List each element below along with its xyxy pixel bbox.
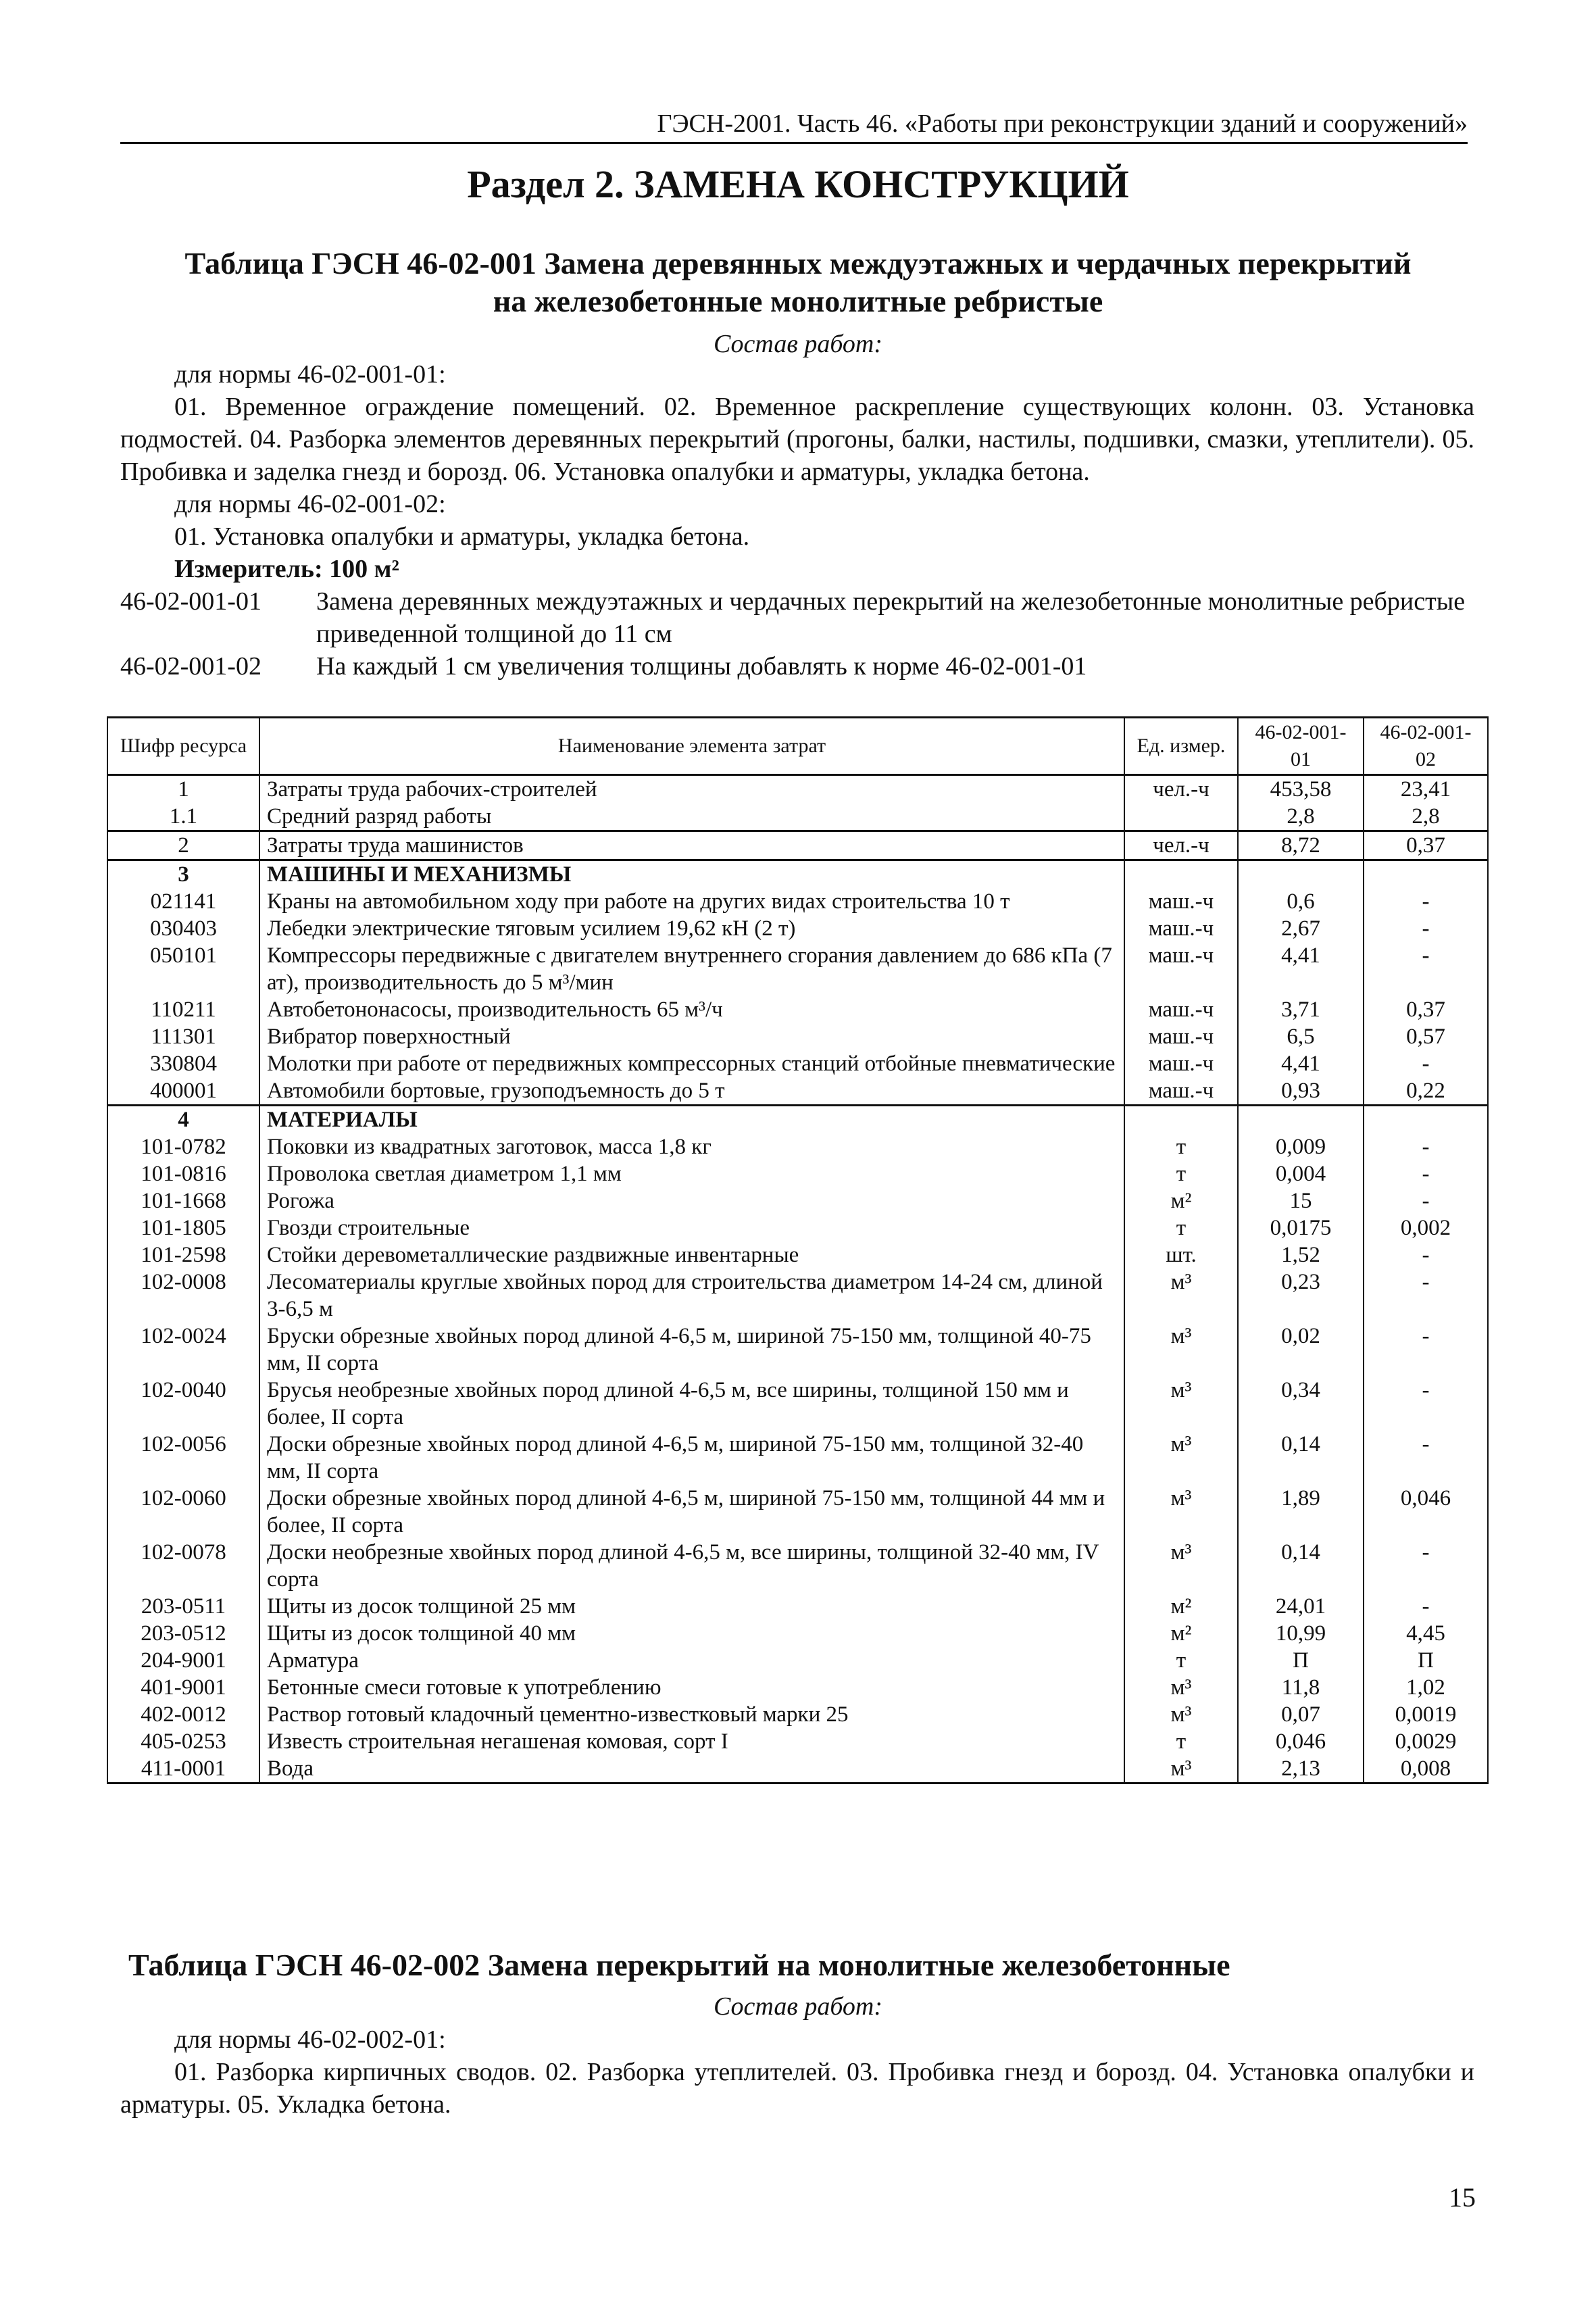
norm-code: 46-02-001-02 xyxy=(120,652,261,681)
norm2-value-cell: - xyxy=(1364,1133,1488,1160)
norm2-value-cell xyxy=(1364,860,1488,889)
resource-name-cell: Брусья необрезные хвойных пород длиной 4-6,5 м, все ширины, толщиной 150 мм и более, II сорта xyxy=(259,1377,1124,1431)
norm1-value-cell: 0,93 xyxy=(1238,1077,1364,1106)
unit-cell: маш.-ч xyxy=(1124,1023,1238,1050)
resource-name-cell: Компрессоры передвижные с двигателем внутреннего сгорания давлением до 686 кПа (7 ат), производительность до 5 м³/мин xyxy=(259,942,1124,996)
norm2-value-cell: 23,41 xyxy=(1364,775,1488,804)
resource-name-cell: Молотки при работе от передвижных компрессорных станций отбойные пневматические xyxy=(259,1050,1124,1077)
table-row xyxy=(107,775,1488,804)
table-row xyxy=(107,1241,1488,1269)
resource-code-cell: 1 xyxy=(107,775,259,804)
norm1-value-cell: 0,07 xyxy=(1238,1701,1364,1728)
unit-cell: м² xyxy=(1124,1620,1238,1647)
unit-cell: м² xyxy=(1124,1187,1238,1214)
table-row xyxy=(107,1755,1488,1783)
resource-name-cell: Известь строительная негашеная комовая, сорт I xyxy=(259,1728,1124,1755)
measure-unit: Измеритель: 100 м² xyxy=(174,555,399,583)
table-group-row xyxy=(107,1106,1488,1134)
table-row xyxy=(107,831,1488,860)
resource-code-cell: 021141 xyxy=(107,888,259,915)
norm1-value-cell xyxy=(1238,860,1364,889)
norm2-value-cell: - xyxy=(1364,942,1488,996)
norm1-text: 01. Временное ограждение помещений. 02. Временное раскрепление существующих колонн. 03. Установка подмостей. 04. Разборка элементов деревянных перекрытий (прогоны, балки, настилы, подшивки, смазки, утеплители). 05. Пробивка и заделка гнезд и борозд. 06. Установка опалубки и арматуры, укладка бетона. xyxy=(120,393,1474,486)
table-row xyxy=(107,1431,1488,1485)
norm2-value-cell: - xyxy=(1364,1377,1488,1431)
resource-code-cell: 203-0512 xyxy=(107,1620,259,1647)
resource-code-cell: 411-0001 xyxy=(107,1755,259,1783)
resource-name-cell: Стойки деревометаллические раздвижные инвентарные xyxy=(259,1241,1124,1269)
norm2-value-cell: 0,37 xyxy=(1364,996,1488,1023)
unit-cell: т xyxy=(1124,1160,1238,1187)
unit-cell: маш.-ч xyxy=(1124,888,1238,915)
table-row xyxy=(107,1133,1488,1160)
resource-name-cell: Краны на автомобильном ходу при работе на других видах строительства 10 т xyxy=(259,888,1124,915)
section-title: Раздел 2. ЗАМЕНА КОНСТРУКЦИЙ xyxy=(467,162,1129,206)
norm1-value-cell: 2,67 xyxy=(1238,915,1364,942)
resource-name-cell: Щиты из досок толщиной 40 мм xyxy=(259,1620,1124,1647)
table-row xyxy=(107,1269,1488,1323)
resource-name-cell: Затраты труда рабочих-строителей xyxy=(259,775,1124,804)
page-number: 15 xyxy=(1449,2182,1476,2213)
norm1-value-cell: 0,23 xyxy=(1238,1269,1364,1323)
column-header-name: Наименование элемента затрат xyxy=(259,718,1124,775)
norm2-value-cell: - xyxy=(1364,915,1488,942)
resource-code-cell: 110211 xyxy=(107,996,259,1023)
unit-cell: т xyxy=(1124,1214,1238,1241)
table1-work-composition xyxy=(120,358,1474,683)
table-group-row xyxy=(107,860,1488,889)
resource-name-cell: МАШИНЫ И МЕХАНИЗМЫ xyxy=(259,860,1124,889)
column-header-norm1: 46-02-001-01 xyxy=(1238,718,1364,775)
table1-title xyxy=(120,245,1476,320)
norm2-value-cell: - xyxy=(1364,1269,1488,1323)
resource-code-cell: 1.1 xyxy=(107,803,259,831)
column-header-norm2: 46-02-001-02 xyxy=(1364,718,1488,775)
resource-name-cell: Доски обрезные хвойных пород длиной 4-6,5 м, шириной 75-150 мм, толщиной 44 мм и более, II сорта xyxy=(259,1485,1124,1539)
table1-title-line2: на железобетонные монолитные ребристые xyxy=(493,284,1103,318)
unit-cell xyxy=(1124,860,1238,889)
resource-code-cell: 102-0024 xyxy=(107,1323,259,1377)
table1-work-caption: Состав работ: xyxy=(713,330,883,358)
table-row xyxy=(107,1050,1488,1077)
norm2-value-cell: - xyxy=(1364,888,1488,915)
unit-cell: м³ xyxy=(1124,1674,1238,1701)
resource-code-cell: 102-0056 xyxy=(107,1431,259,1485)
norm2-value-cell: - xyxy=(1364,1241,1488,1269)
norm2-value-cell: П xyxy=(1364,1647,1488,1674)
norm1-value-cell: 2,13 xyxy=(1238,1755,1364,1783)
norm2-value-cell: 0,0029 xyxy=(1364,1728,1488,1755)
resource-code-cell: 405-0253 xyxy=(107,1728,259,1755)
unit-cell xyxy=(1124,803,1238,831)
norm-description: Замена деревянных междуэтажных и чердачных перекрытий на железобетонные монолитные ребристые приведенной толщиной до 11 см xyxy=(316,587,1466,648)
resource-name-cell: Автомобили бортовые, грузоподъемность до 5 т xyxy=(259,1077,1124,1106)
resource-name-cell: Лесоматериалы круглые хвойных пород для строительства диаметром 14-24 см, длиной 3-6,5 м xyxy=(259,1269,1124,1323)
resource-table-body xyxy=(107,775,1488,1783)
resource-name-cell: Вода xyxy=(259,1755,1124,1783)
unit-cell: чел.-ч xyxy=(1124,831,1238,860)
resource-code-cell: 030403 xyxy=(107,915,259,942)
resource-name-cell: Доски обрезные хвойных пород длиной 4-6,5 м, шириной 75-150 мм, толщиной 32-40 мм, II сорта xyxy=(259,1431,1124,1485)
resource-name-cell: Средний разряд работы xyxy=(259,803,1124,831)
unit-cell: т xyxy=(1124,1133,1238,1160)
norm2-value-cell xyxy=(1364,1106,1488,1134)
table-row xyxy=(107,1323,1488,1377)
unit-cell: м³ xyxy=(1124,1755,1238,1783)
resource-code-cell: 401-9001 xyxy=(107,1674,259,1701)
table2-norm1-label: для нормы 46-02-002-01: xyxy=(174,2025,446,2054)
norm2-value-cell: 0,37 xyxy=(1364,831,1488,860)
column-header-code: Шифр ресурса xyxy=(107,718,259,775)
norm1-value-cell: 11,8 xyxy=(1238,1674,1364,1701)
resource-code-cell: 102-0008 xyxy=(107,1269,259,1323)
running-header: ГЭСН-2001. Часть 46. «Работы при реконструкции зданий и сооружений» xyxy=(120,108,1468,144)
norm2-value-cell: 0,0019 xyxy=(1364,1701,1488,1728)
norm2-value-cell: - xyxy=(1364,1593,1488,1620)
resource-code-cell: 402-0012 xyxy=(107,1701,259,1728)
resource-code-cell: 101-1668 xyxy=(107,1187,259,1214)
resource-code-cell: 101-1805 xyxy=(107,1214,259,1241)
table2-norm1-text: 01. Разборка кирпичных сводов. 02. Разборка утеплителей. 03. Пробивка гнезд и борозд. 04. Установка опалубки и арматуры. 05. Укладка бетона. xyxy=(120,2058,1474,2119)
resource-code-cell: 111301 xyxy=(107,1023,259,1050)
unit-cell: м³ xyxy=(1124,1323,1238,1377)
resource-name-cell: Затраты труда машинистов xyxy=(259,831,1124,860)
norm2-value-cell: 0,57 xyxy=(1364,1023,1488,1050)
norm1-label: для нормы 46-02-001-01: xyxy=(174,360,446,389)
resource-code-cell: 203-0511 xyxy=(107,1593,259,1620)
norm1-value-cell: 15 xyxy=(1238,1187,1364,1214)
norm2-value-cell: - xyxy=(1364,1187,1488,1214)
norm2-value-cell: 0,22 xyxy=(1364,1077,1488,1106)
norm2-value-cell: - xyxy=(1364,1160,1488,1187)
table1-title-line1: Таблица ГЭСН 46-02-001 Замена деревянных междуэтажных и чердачных перекрытий xyxy=(184,246,1412,280)
unit-cell: м³ xyxy=(1124,1485,1238,1539)
resource-name-cell: Гвозди строительные xyxy=(259,1214,1124,1241)
norm-row xyxy=(120,585,1474,650)
table-row xyxy=(107,996,1488,1023)
unit-cell: шт. xyxy=(1124,1241,1238,1269)
norm-code: 46-02-001-01 xyxy=(120,587,261,616)
table-row xyxy=(107,1485,1488,1539)
resource-name-cell: Раствор готовый кладочный цементно-известковый марки 25 xyxy=(259,1701,1124,1728)
resource-code-cell: 050101 xyxy=(107,942,259,996)
resource-code-cell: 4 xyxy=(107,1106,259,1134)
resource-code-cell: 3 xyxy=(107,860,259,889)
unit-cell xyxy=(1124,1106,1238,1134)
unit-cell: м² xyxy=(1124,1593,1238,1620)
table2-title: Таблица ГЭСН 46-02-002 Замена перекрытий на монолитные железобетонные xyxy=(128,1948,1230,1982)
table-row xyxy=(107,1214,1488,1241)
norm2-value-cell: - xyxy=(1364,1323,1488,1377)
table-row xyxy=(107,1077,1488,1106)
resource-name-cell: МАТЕРИАЛЫ xyxy=(259,1106,1124,1134)
norm2-value-cell: 0,002 xyxy=(1364,1214,1488,1241)
norm1-value-cell: 1,89 xyxy=(1238,1485,1364,1539)
unit-cell: т xyxy=(1124,1647,1238,1674)
resource-name-cell: Лебедки электрические тяговым усилием 19,62 кН (2 т) xyxy=(259,915,1124,942)
table2-work-composition xyxy=(120,2023,1474,2121)
unit-cell: м³ xyxy=(1124,1701,1238,1728)
resource-code-cell: 330804 xyxy=(107,1050,259,1077)
resource-name-cell: Проволока светлая диаметром 1,1 мм xyxy=(259,1160,1124,1187)
unit-cell: чел.-ч xyxy=(1124,775,1238,804)
table-header-row xyxy=(107,718,1488,775)
resource-name-cell: Рогожа xyxy=(259,1187,1124,1214)
resource-name-cell: Бетонные смеси готовые к употреблению xyxy=(259,1674,1124,1701)
norm1-value-cell xyxy=(1238,1106,1364,1134)
unit-cell: маш.-ч xyxy=(1124,942,1238,996)
resource-code-cell: 101-0782 xyxy=(107,1133,259,1160)
norm1-value-cell: 0,14 xyxy=(1238,1431,1364,1485)
norm1-value-cell: 0,14 xyxy=(1238,1539,1364,1593)
resource-code-cell: 204-9001 xyxy=(107,1647,259,1674)
table-row xyxy=(107,1701,1488,1728)
norm1-value-cell: 3,71 xyxy=(1238,996,1364,1023)
table-row xyxy=(107,1023,1488,1050)
table-row xyxy=(107,888,1488,915)
norm1-value-cell: 0,02 xyxy=(1238,1323,1364,1377)
resource-name-cell: Арматура xyxy=(259,1647,1124,1674)
norm1-value-cell: 0,009 xyxy=(1238,1133,1364,1160)
norm1-value-cell: 0,0175 xyxy=(1238,1214,1364,1241)
table-row xyxy=(107,1377,1488,1431)
resource-name-cell: Щиты из досок толщиной 25 мм xyxy=(259,1593,1124,1620)
norm2-text: 01. Установка опалубки и арматуры, укладка бетона. xyxy=(174,522,750,551)
norm1-value-cell: 0,6 xyxy=(1238,888,1364,915)
norm-row xyxy=(120,650,1474,683)
resource-code-cell: 102-0060 xyxy=(107,1485,259,1539)
norm1-value-cell: 0,046 xyxy=(1238,1728,1364,1755)
norm1-value-cell: 4,41 xyxy=(1238,1050,1364,1077)
norm2-value-cell: 0,008 xyxy=(1364,1755,1488,1783)
norm1-value-cell: 24,01 xyxy=(1238,1593,1364,1620)
table2-work-caption: Состав работ: xyxy=(713,1992,883,2021)
table-row xyxy=(107,1728,1488,1755)
resource-code-cell: 400001 xyxy=(107,1077,259,1106)
unit-cell: м³ xyxy=(1124,1539,1238,1593)
norm-description: На каждый 1 см увеличения толщины добавлять к норме 46-02-001-01 xyxy=(316,652,1087,681)
unit-cell: маш.-ч xyxy=(1124,915,1238,942)
table-row xyxy=(107,915,1488,942)
norm2-value-cell: - xyxy=(1364,1431,1488,1485)
norm1-value-cell: 6,5 xyxy=(1238,1023,1364,1050)
resource-code-cell: 102-0078 xyxy=(107,1539,259,1593)
unit-cell: маш.-ч xyxy=(1124,1077,1238,1106)
norm2-value-cell: 4,45 xyxy=(1364,1620,1488,1647)
norm1-value-cell: 1,52 xyxy=(1238,1241,1364,1269)
norm2-value-cell: 0,046 xyxy=(1364,1485,1488,1539)
norm1-value-cell: 0,004 xyxy=(1238,1160,1364,1187)
unit-cell: м³ xyxy=(1124,1431,1238,1485)
resource-code-cell: 102-0040 xyxy=(107,1377,259,1431)
unit-cell: маш.-ч xyxy=(1124,996,1238,1023)
norm1-value-cell: П xyxy=(1238,1647,1364,1674)
unit-cell: т xyxy=(1124,1728,1238,1755)
resource-code-cell: 101-2598 xyxy=(107,1241,259,1269)
table-row xyxy=(107,1674,1488,1701)
table-row xyxy=(107,1160,1488,1187)
norm2-value-cell: 2,8 xyxy=(1364,803,1488,831)
table-row xyxy=(107,1593,1488,1620)
table-row xyxy=(107,1620,1488,1647)
norm1-value-cell: 4,41 xyxy=(1238,942,1364,996)
resource-name-cell: Доски необрезные хвойных пород длиной 4-6,5 м, все ширины, толщиной 32-40 мм, IV сорта xyxy=(259,1539,1124,1593)
resource-name-cell: Поковки из квадратных заготовок, масса 1,8 кг xyxy=(259,1133,1124,1160)
unit-cell: м³ xyxy=(1124,1377,1238,1431)
norm1-value-cell: 8,72 xyxy=(1238,831,1364,860)
table-row xyxy=(107,1647,1488,1674)
norm2-value-cell: - xyxy=(1364,1539,1488,1593)
norm1-value-cell: 453,58 xyxy=(1238,775,1364,804)
norm2-label: для нормы 46-02-001-02: xyxy=(174,490,446,518)
resource-name-cell: Бруски обрезные хвойных пород длиной 4-6,5 м, шириной 75-150 мм, толщиной 40-75 мм, II сорта xyxy=(259,1323,1124,1377)
unit-cell: маш.-ч xyxy=(1124,1050,1238,1077)
table-row xyxy=(107,1539,1488,1593)
resource-code-cell: 101-0816 xyxy=(107,1160,259,1187)
resource-code-cell: 2 xyxy=(107,831,259,860)
norm1-value-cell: 10,99 xyxy=(1238,1620,1364,1647)
norm1-value-cell: 0,34 xyxy=(1238,1377,1364,1431)
norm2-value-cell: - xyxy=(1364,1050,1488,1077)
norm2-value-cell: 1,02 xyxy=(1364,1674,1488,1701)
table-row xyxy=(107,1187,1488,1214)
unit-cell: м³ xyxy=(1124,1269,1238,1323)
resource-name-cell: Вибратор поверхностный xyxy=(259,1023,1124,1050)
table-row xyxy=(107,803,1488,831)
resource-table xyxy=(107,716,1489,1784)
resource-name-cell: Автобетононасосы, производительность 65 м³/ч xyxy=(259,996,1124,1023)
column-header-unit: Ед. измер. xyxy=(1124,718,1238,775)
norm1-value-cell: 2,8 xyxy=(1238,803,1364,831)
table-row xyxy=(107,942,1488,996)
